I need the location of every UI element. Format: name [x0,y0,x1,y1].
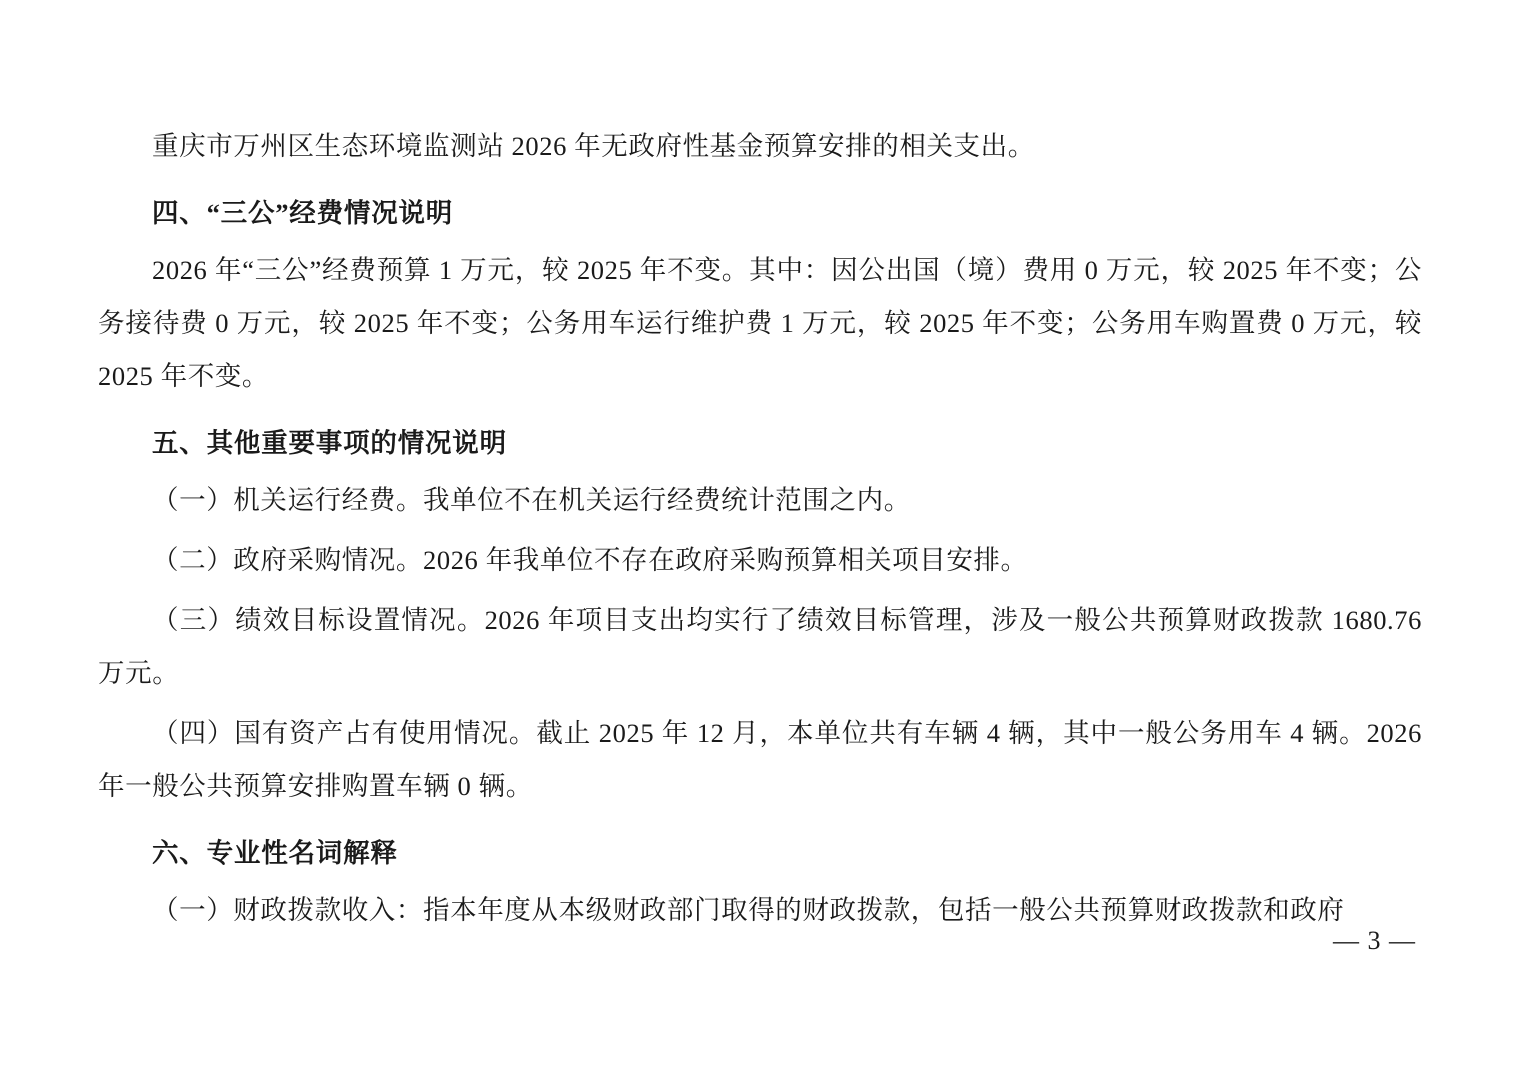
paragraph-section-six-item-one: （一）财政拨款收入：指本年度从本级财政部门取得的财政拨款，包括一般公共预算财政拨款和政府 [152,895,1345,925]
paragraph-section-four-body: 2026 年“三公”经费预算 1 万元，较 2025 年不变。其中：因公出国（境）费用 0 万元，较 2025 年不变；公务接待费 0 万元，较 2025 年不变；公务用车运行维护费 1 万元，较 2025 年不变；公务用车购置费 0 万元，较 2025 年不变。 [98,255,1422,391]
paragraph-section-five-item-four: （四）国有资产占有使用情况。截止 2025 年 12 月，本单位共有车辆 4 辆，其中一般公务用车 4 辆。2026 年一般公共预算安排购置车辆 0 辆。 [98,718,1422,801]
document-body [98,120,1422,937]
paragraph-intro-continued: 重庆市万州区生态环境监测站 2026 年无政府性基金预算安排的相关支出。 [152,131,1035,161]
paragraph-section-five-item-one: （一）机关运行经费。我单位不在机关运行经费统计范围之内。 [152,485,911,515]
page-number: — 3 — [1333,926,1416,955]
heading-section-four: 四、“三公”经费情况说明 [152,198,454,228]
heading-section-six: 六、专业性名词解释 [152,838,398,868]
heading-section-five: 五、其他重要事项的情况说明 [152,428,507,458]
paragraph-section-five-item-two: （二）政府采购情况。2026 年我单位不存在政府采购预算相关项目安排。 [152,545,1028,575]
paragraph-section-five-item-three: （三）绩效目标设置情况。2026 年项目支出均实行了绩效目标管理，涉及一般公共预算财政拨款 1680.76 万元。 [98,605,1422,688]
